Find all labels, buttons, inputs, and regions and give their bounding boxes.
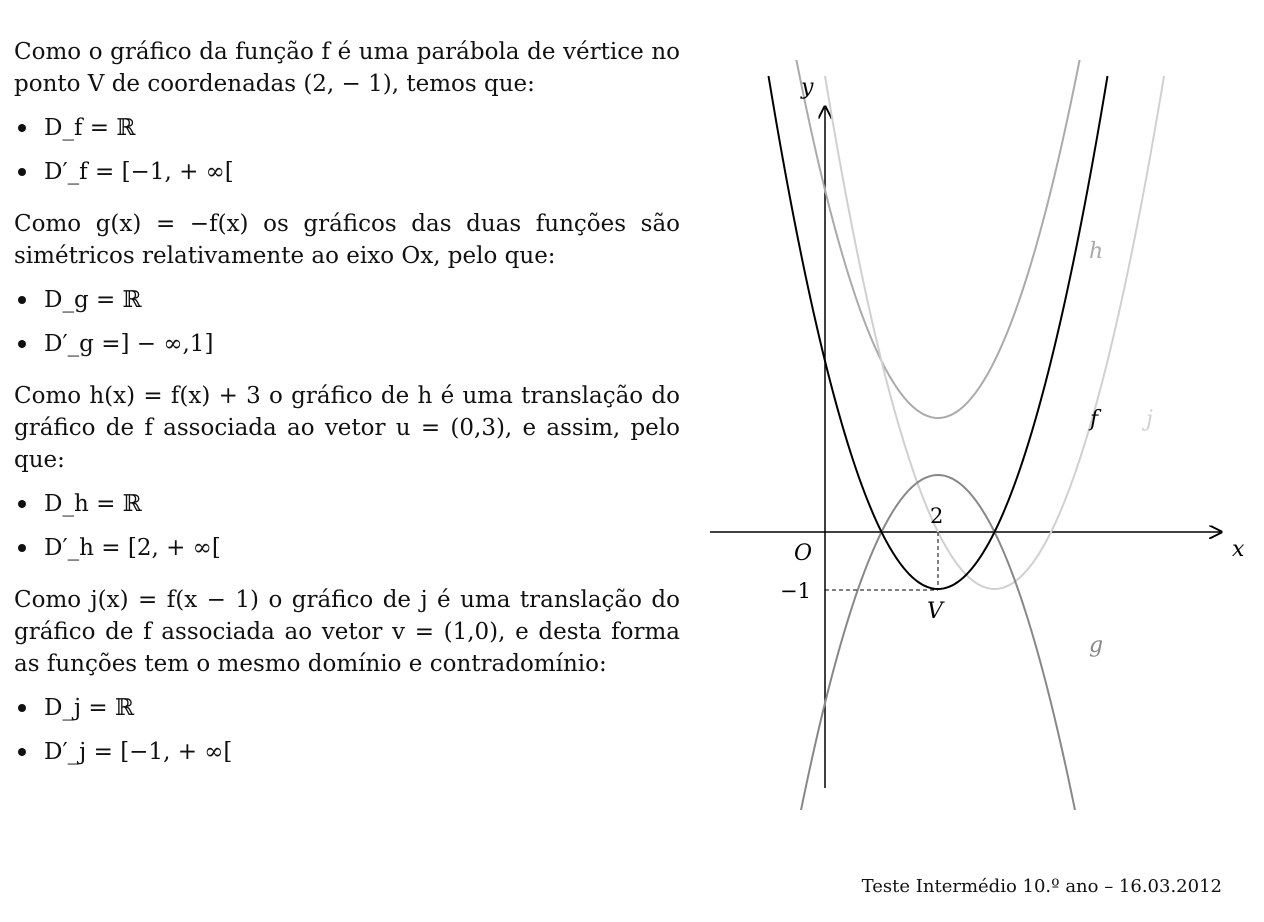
curve-label-j: j xyxy=(1146,407,1153,432)
section-f xyxy=(14,36,680,194)
function-graph xyxy=(700,60,1260,810)
section-h xyxy=(14,380,680,570)
section-j xyxy=(14,584,680,774)
curve-j xyxy=(825,76,1164,589)
axis-x-label: x xyxy=(1232,537,1245,562)
bullet-list-j xyxy=(14,686,680,774)
paragraph-g: Como g(x) = −f(x) os gráficos das duas funções são simétricos relativamente ao eixo Ox, pelo que: xyxy=(14,211,680,269)
curve-label-f: f xyxy=(1090,407,1099,432)
vertex-label: V xyxy=(927,599,943,624)
footer-source: Teste Intermédio 10.º ano – 16.03.2012 xyxy=(861,876,1222,897)
domain-g: D_g = ℝ xyxy=(44,278,680,322)
axis-y-label: y xyxy=(801,75,814,100)
curve-label-h: h xyxy=(1089,239,1104,264)
paragraph-f: Como o gráfico da função f é uma parábola de vértice no ponto V de coordenadas (2, − 1), temos que: xyxy=(14,39,680,97)
domain-j: D_j = ℝ xyxy=(44,686,680,730)
bullet-list-h xyxy=(14,482,680,570)
range-g: D′_g =] − ∞,1] xyxy=(44,322,680,366)
bullet-list-g xyxy=(14,278,680,366)
paragraph-j: Como j(x) = f(x − 1) o gráfico de j é uma translação do gráfico de f associada ao vetor v = (1,0), e desta forma as funções tem o mesmo domínio e contradomínio: xyxy=(14,587,680,677)
domain-h: D_h = ℝ xyxy=(44,482,680,526)
range-f: D′_f = [−1, + ∞[ xyxy=(44,150,680,194)
solution-text xyxy=(14,36,680,788)
tick-x-label: 2 xyxy=(930,504,944,528)
origin-label: O xyxy=(794,541,813,566)
curve-label-g: g xyxy=(1089,633,1104,658)
domain-f: D_f = ℝ xyxy=(44,106,680,150)
curve-h xyxy=(769,60,1108,418)
section-g xyxy=(14,208,680,366)
tick-y-label: −1 xyxy=(780,579,811,603)
range-h: D′_h = [2, + ∞[ xyxy=(44,526,680,570)
paragraph-h: Como h(x) = f(x) + 3 o gráfico de h é uma translação do gráfico de f associada ao vetor u = (0,3), e assim, pelo que: xyxy=(14,383,680,473)
bullet-list-f xyxy=(14,106,680,194)
range-j: D′_j = [−1, + ∞[ xyxy=(44,730,680,774)
